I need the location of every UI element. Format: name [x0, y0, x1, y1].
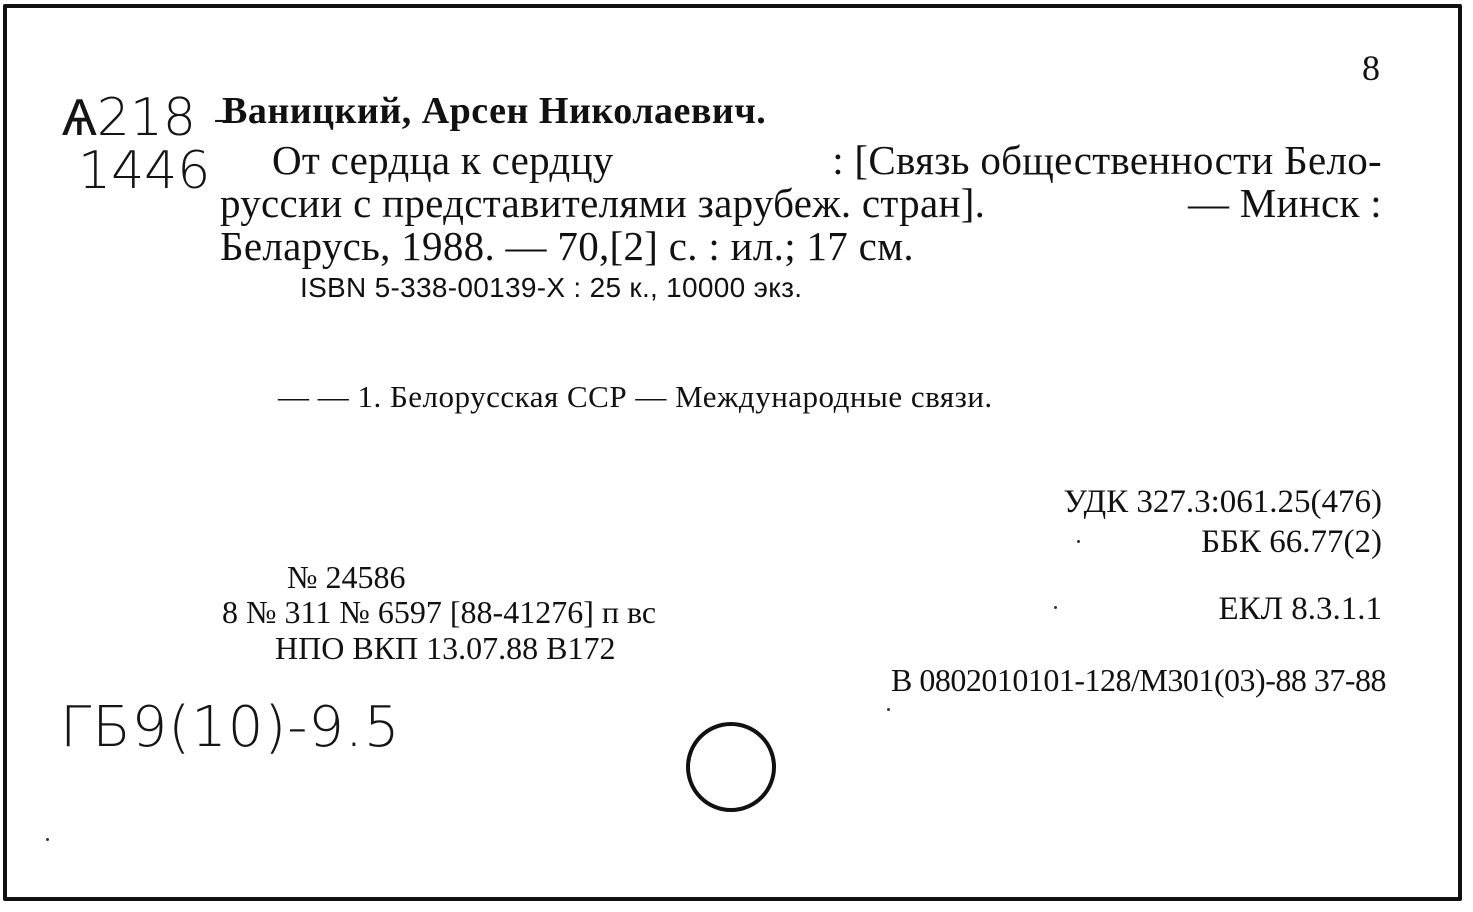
udk-classification: УДК 327.3:061.25(476) [1063, 484, 1382, 520]
handwritten-call-number-line1: Ѧ218 - [62, 88, 232, 148]
print-info-line: 8 № 311 № 6597 [88-41276] п вс [222, 594, 657, 630]
author-heading: Ваницкий, Арсен Николаевич. [222, 90, 767, 132]
speck-dot [887, 708, 890, 711]
title-line-2 [220, 180, 1382, 226]
publisher-code: В 0802010101-128/М301(03)-88 37-88 [891, 662, 1386, 698]
subject-heading: — — 1. Белорусская ССР — Международные связи. [278, 379, 993, 414]
title-line-1 [272, 137, 1382, 183]
handwritten-call-number-line2: 1446 [78, 141, 211, 201]
publication-place: — Минск : [1187, 180, 1382, 226]
handwritten-shelf-mark: ГБ9(10)-9.5 [60, 695, 401, 760]
speck-dot [1054, 606, 1057, 609]
title-main: От сердца к сердцу [272, 137, 614, 183]
speck-dot [46, 838, 49, 841]
card-sequence-number: 8 [1362, 48, 1380, 88]
bbk-classification: ББК 66.77(2) [1201, 524, 1382, 560]
speck-dot [1077, 540, 1080, 543]
title-subtitle-end: руссии с представителями зарубеж. стран]. [220, 180, 986, 226]
title-subtitle-start: : [Связь общественности Бело- [832, 137, 1382, 183]
ekl-classification: ЕКЛ 8.3.1.1 [1218, 591, 1382, 627]
card-hole-icon [684, 720, 778, 814]
publication-details: Беларусь, 1988. — 70,[2] с. : ил.; 17 см. [220, 223, 914, 269]
npo-info-line: НПО ВКП 13.07.88 В172 [275, 630, 616, 666]
isbn-line: ISBN 5-338-00139-X : 25 к., 10000 экз. [300, 272, 803, 303]
order-number: № 24586 [287, 559, 406, 595]
